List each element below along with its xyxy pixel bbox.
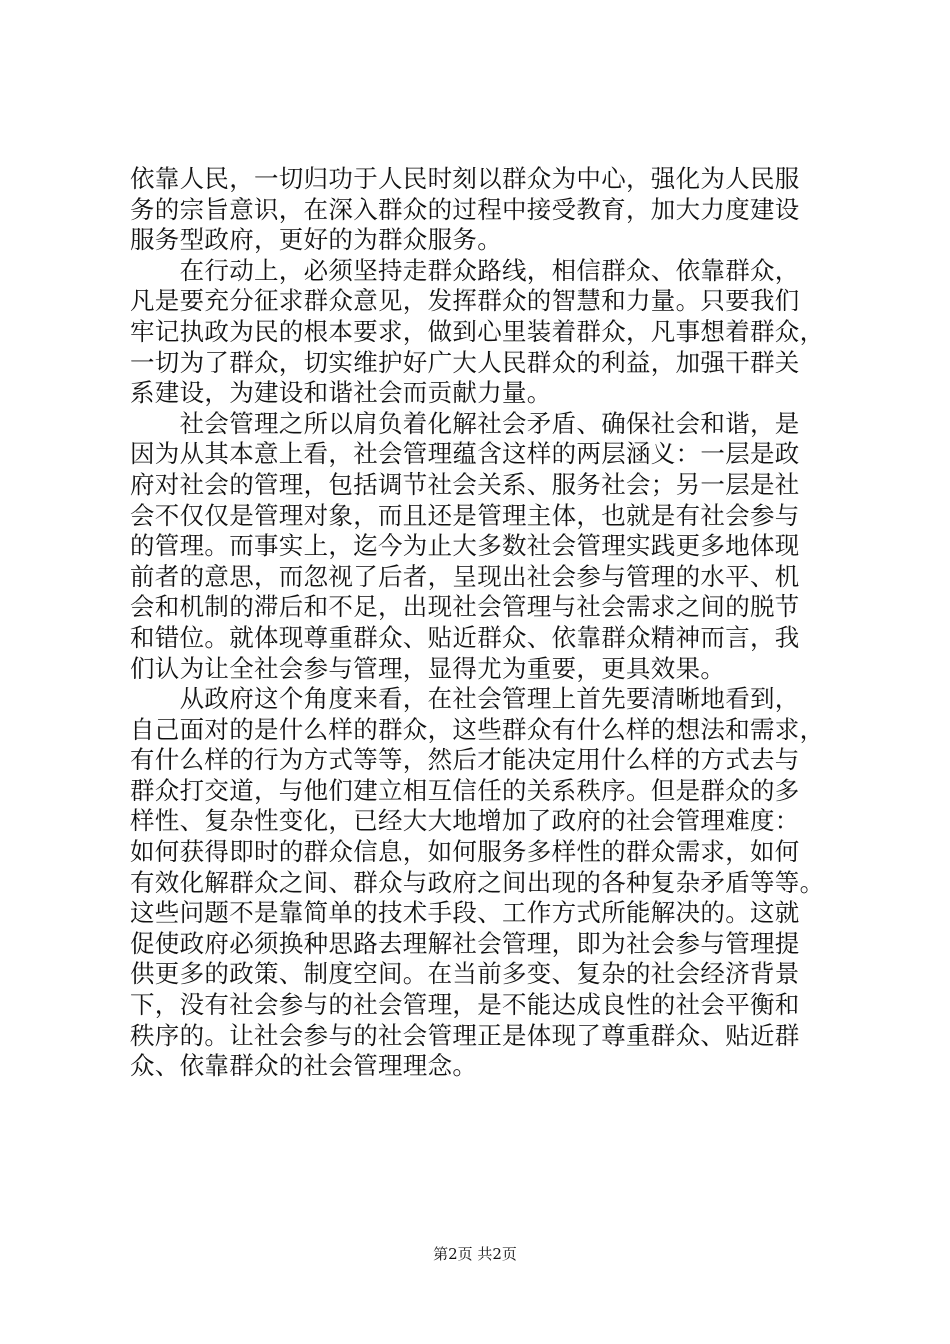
text-line: 因为从其本意上看，社会管理蕴含这样的两层涵义：一层是政 [130, 439, 800, 469]
text-line: 府对社会的管理，包括调节社会关系、服务社会；另一层是社 [130, 469, 800, 499]
text-line: 凡是要充分征求群众意见，发挥群众的智慧和力量。只要我们 [130, 286, 800, 316]
text-line: 系建设，为建设和谐社会而贡献力量。 [130, 378, 552, 408]
text-line: 秩序的。让社会参与的社会管理正是体现了尊重群众、贴近群 [130, 1020, 800, 1050]
text-line: 们认为让全社会参与管理，显得尤为重要，更具效果。 [130, 653, 726, 683]
text-line: 样性、复杂性变化，已经大大地增加了政府的社会管理难度： [130, 806, 800, 836]
text-line: 促使政府必须换种思路去理解社会管理，即为社会参与管理提 [130, 928, 800, 958]
text-line: 这些问题不是靠简单的技术手段、工作方式所能解决的。这就 [130, 898, 800, 928]
text-line: 的管理。而事实上，迄今为止大多数社会管理实践更多地体现 [130, 531, 800, 561]
text-line: 在行动上，必须坚持走群众路线，相信群众、依靠群众， [130, 255, 800, 285]
text-line: 供更多的政策、制度空间。在当前多变、复杂的社会经济背景 [130, 959, 800, 989]
text-line: 服务型政府，更好的为群众服务。 [130, 225, 502, 255]
text-line: 会不仅仅是管理对象，而且还是管理主体，也就是有社会参与 [130, 500, 800, 530]
text-line: 牢记执政为民的根本要求，做到心里装着群众，凡事想着群众， [130, 316, 825, 346]
text-line: 群众打交道，与他们建立相互信任的关系秩序。但是群众的多 [130, 775, 800, 805]
text-line: 有什么样的行为方式等等，然后才能决定用什么样的方式去与 [130, 745, 800, 775]
body-text [130, 164, 835, 1082]
text-line: 有效化解群众之间、群众与政府之间出现的各种复杂矛盾等等。 [130, 867, 825, 897]
text-line: 依靠人民，一切归功于人民时刻以群众为中心，强化为人民服 [130, 164, 800, 193]
text-line: 下，没有社会参与的社会管理，是不能达成良性的社会平衡和 [130, 990, 800, 1020]
text-line: 一切为了群众，切实维护好广大人民群众的利益，加强干群关 [130, 347, 800, 377]
text-line: 众、依靠群众的社会管理理念。 [130, 1051, 478, 1081]
text-line: 会和机制的滞后和不足，出现社会管理与社会需求之间的脱节 [130, 592, 800, 622]
text-line: 从政府这个角度来看，在社会管理上首先要清晰地看到， [130, 684, 800, 714]
text-line: 如何获得即时的群众信息，如何服务多样性的群众需求，如何 [130, 837, 800, 867]
text-line: 前者的意思，而忽视了后者，呈现出社会参与管理的水平、机 [130, 561, 800, 591]
page-number-footer: 第2页 共2页 [433, 1245, 517, 1263]
text-line: 务的宗旨意识，在深入群众的过程中接受教育，加大力度建设 [130, 194, 800, 224]
text-line: 自己面对的是什么样的群众，这些群众有什么样的想法和需求， [130, 714, 825, 744]
text-line: 和错位。就体现尊重群众、贴近群众、依靠群众精神而言，我 [130, 622, 800, 652]
text-line: 社会管理之所以肩负着化解社会矛盾、确保社会和谐，是 [130, 408, 800, 438]
